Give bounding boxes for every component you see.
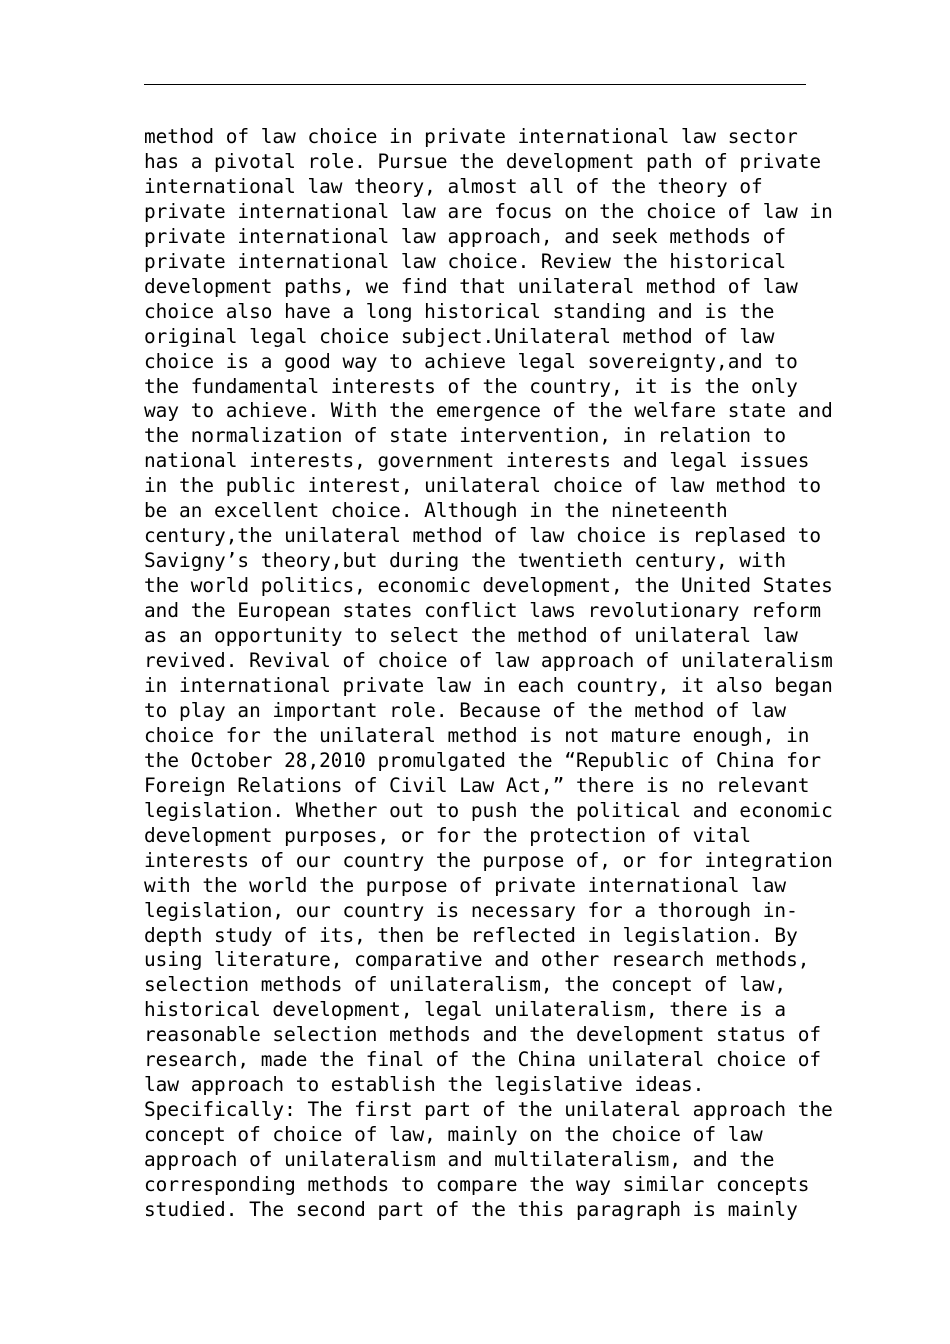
text-line: choice also have a long historical standing and is the bbox=[144, 299, 775, 323]
text-line: development purposes, or for the protection of vital bbox=[144, 823, 752, 847]
text-line: historical development, legal unilateralism, there is a bbox=[144, 998, 787, 1022]
text-line: to play an important role. Because of the method of law bbox=[144, 698, 787, 722]
text-line: with the world the purpose of private international law bbox=[144, 873, 787, 897]
text-line: private international law choice. Review the historical bbox=[144, 249, 787, 273]
text-line: interests of our country the purpose of, or for integration bbox=[144, 848, 833, 872]
text-line: approach of unilateralism and multilateralism, and the bbox=[144, 1148, 775, 1172]
text-line: the normalization of state intervention, in relation to bbox=[144, 424, 787, 448]
text-line: and the European states conflict laws revolutionary reform bbox=[144, 599, 822, 623]
text-line: research, made the final of the China unilateral choice of bbox=[144, 1048, 822, 1072]
text-line: be an excellent choice. Although in the nineteenth bbox=[144, 499, 728, 523]
text-line: original legal choice subject.Unilateral method of law bbox=[144, 324, 775, 348]
text-line: as an opportunity to select the method of unilateral law bbox=[144, 624, 798, 648]
text-line: development paths, we find that unilateral method of law bbox=[144, 274, 798, 298]
text-line: revived. Revival of choice of law approach of unilateralism bbox=[144, 649, 833, 673]
header-rule bbox=[144, 84, 806, 85]
text-line: way to achieve. With the emergence of the welfare state and bbox=[144, 399, 833, 423]
text-line: has a pivotal role. Pursue the development path of private bbox=[144, 149, 822, 173]
text-line: concept of choice of law, mainly on the choice of law bbox=[144, 1123, 763, 1147]
text-line: legislation. Whether out to push the political and economic bbox=[144, 798, 833, 822]
text-line: method of law choice in private international law sector bbox=[144, 125, 798, 148]
text-line: choice is a good way to achieve legal sovereignty,and to bbox=[144, 349, 798, 373]
text-line: depth study of its, then be reflected in legislation. By bbox=[144, 923, 798, 947]
text-line: century,the unilateral method of law choice is replased to bbox=[144, 524, 822, 548]
text-line: selection methods of unilateralism, the concept of law, bbox=[144, 973, 787, 997]
text-line: Foreign Relations of Civil Law Act,” there is no relevant bbox=[144, 773, 810, 797]
text-line: Specifically: The first part of the unilateral approach the bbox=[144, 1098, 833, 1122]
text-line: the fundamental interests of the country, it is the only bbox=[144, 374, 798, 398]
text-line: in the public interest, unilateral choice of law method to bbox=[144, 474, 822, 498]
text-line: international law theory, almost all of the theory of bbox=[144, 174, 763, 198]
text-line: private international law are focus on the choice of law in bbox=[144, 199, 833, 223]
text-line: private international law approach, and seek methods of bbox=[144, 224, 787, 248]
text-line: the October 28,2010 promulgated the “Republic of China for bbox=[144, 748, 822, 772]
text-line: the world politics, economic development, the United States bbox=[144, 574, 833, 598]
text-line: national interests, government interests and legal issues bbox=[144, 449, 810, 473]
text-line: corresponding methods to compare the way similar concepts bbox=[144, 1173, 810, 1197]
text-line: Savigny’s theory,but during the twentieth century, with bbox=[144, 549, 787, 573]
text-line: legislation, our country is necessary for a thorough in- bbox=[144, 898, 798, 922]
text-line: reasonable selection methods and the development status of bbox=[144, 1023, 822, 1047]
body-text bbox=[144, 125, 833, 1223]
text-line: in international private law in each country, it also began bbox=[144, 673, 833, 697]
text-line: law approach to establish the legislative ideas. bbox=[144, 1073, 705, 1097]
text-line: using literature, comparative and other research methods, bbox=[144, 948, 810, 972]
text-line: choice for the unilateral method is not mature enough, in bbox=[144, 723, 810, 747]
text-line: studied. The second part of the this paragraph is mainly bbox=[144, 1197, 798, 1221]
